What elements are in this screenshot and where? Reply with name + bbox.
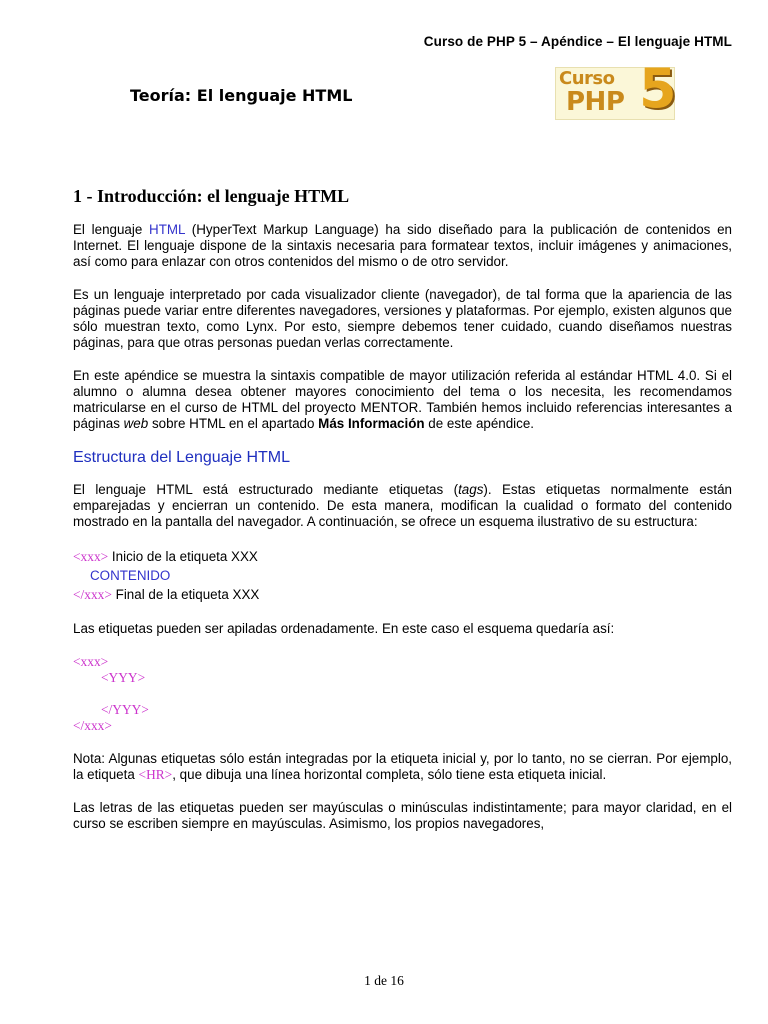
curso-php5-logo [555,57,677,120]
schema-close-tag: </xxx> [73,587,112,602]
text-run: Nota: Algunas etiquetas sólo están integradas por la etiqueta inicial y, por lo tanto, no se cierran. Por ejemplo, la etiqueta [73,751,732,782]
text-run: En este apéndice se muestra la sintaxis compatible de mayor utilización referida al estándar HTML 4.0. Si el alumno o alumna desea obtener mayores conocimiento del tema o los necesita, les recomendamos matricularse en el curso de HTML del proyecto MENTOR. También hemos incluido referencias interesantes a páginas [73,368,732,431]
text-run: (HyperText Markup Language) ha sido diseñado para la publicación de contenidos en Internet. El lenguaje dispone de la sintaxis necesaria para formatear textos, incluir imágenes y animaciones, así como para enlazar con otros contenidos del mismo o de otro servidor. [73,222,732,269]
stack-close-inner: </YYY> [101,702,149,717]
text-run: , que dibuja una línea horizontal completa, sólo tiene esta etiqueta inicial. [172,767,607,782]
paragraph-intro-1 [73,222,732,270]
stack-line-2 [73,670,732,686]
note-hr-tag: <HR> [138,767,173,782]
emphasis-web: web [123,416,149,431]
schema-close-line [73,585,732,604]
schema-open-tag: <xxx> [73,549,109,564]
paragraph-note [73,751,732,783]
stack-line-blank [73,686,732,702]
section-heading-intro: 1 - Introducción: el lenguaje HTML [73,186,350,206]
text-run: El lenguaje HTML está estructurado mediante etiquetas ( [73,482,459,497]
nested-tag-schema [73,654,732,734]
page-number: 1 de 16 [364,973,404,988]
logo-php-text: PHP [566,87,625,117]
paragraph-intro-2: Es un lenguaje interpretado por cada visualizador cliente (navegador), de tal forma que la apariencia de las páginas puede variar entre diferentes navegadores, versiones y plataformas. Por ejemplo, existen algunos que sólo muestran texto, como Lynx. Por esto, siempre debemos tener cuidado, cuando diseñamos nuestras páginas, para que otras personas puedan verlas correctamente. [73,287,732,350]
page-title: Teoría: El lenguaje HTML [130,86,353,105]
paragraph-intro-3 [73,368,732,432]
schema-close-desc: Final de la etiqueta XXX [111,587,260,602]
schema-contenido: CONTENIDO [90,568,171,583]
schema-content-line [73,566,732,585]
text-run: sobre HTML en el apartado [148,416,319,431]
emphasis-tags: tags [458,482,484,497]
stack-line-4 [73,718,732,734]
schema-open-desc: Inicio de la etiqueta XXX [108,549,258,564]
strong-mas-informacion: Más Información [318,416,425,431]
schema-open-line [73,547,732,566]
stack-open-outer: <xxx> [73,654,109,669]
html-link[interactable]: HTML [149,222,186,237]
main-content [73,186,732,849]
section-heading-structure: Estructura del Lenguaje HTML [73,449,290,466]
stack-line-1 [73,654,732,670]
text-run: ). Estas etiquetas normalmente están emparejadas y encierran un contenido. De esta manera, modifican la cualidad o formato del contenido mostrado en la pantalla del navegador. A continuación, se ofrece un esquema ilustrativo de su estructura: [73,482,732,529]
stack-close-outer: </xxx> [73,718,112,733]
tag-schema [73,547,732,604]
paragraph-structure-3: Las letras de las etiquetas pueden ser mayúsculas o minúsculas indistintamente; para mayor claridad, en el curso se escriben siempre en mayúsculas. Asimismo, los propios navegadores, [73,800,732,831]
logo-curso-text: Curso [559,68,615,89]
text-run: de este apéndice. [424,416,535,431]
logo-five-text: 5 [639,57,677,120]
paragraph-structure-2: Las etiquetas pueden ser apiladas ordenadamente. En este caso el esquema quedaría así: [73,621,615,636]
paragraph-structure-1 [73,482,732,530]
stack-line-3 [73,702,732,718]
running-header: Curso de PHP 5 – Apéndice – El lenguaje HTML [423,34,732,49]
text-run: El lenguaje [73,222,150,237]
stack-open-inner: <YYY> [101,670,146,685]
